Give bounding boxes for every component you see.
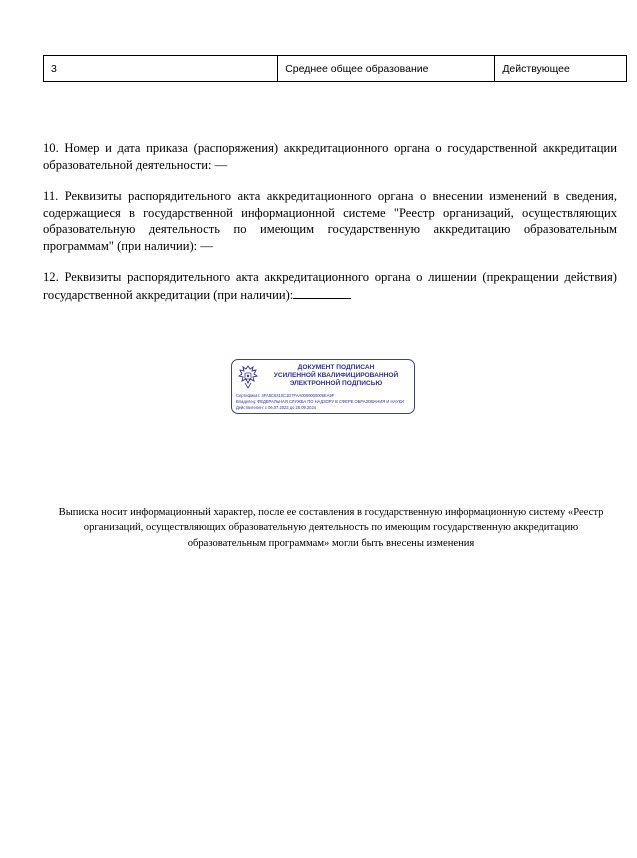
stamp-title-line: ДОКУМЕНТ ПОДПИСАН — [297, 364, 375, 371]
e-signature-stamp — [231, 359, 415, 414]
status-cell: Действующее — [495, 56, 627, 82]
stamp-validity: Действителен: с 06.07.2023 до 28.09.2024 — [236, 405, 316, 410]
item-10-paragraph: 10. Номер и дата приказа (распоряжения) аккредитационного органа о государственной аккредитации образовательной деятельности: — — [43, 141, 617, 172]
row-number-cell: 3 — [44, 56, 278, 82]
stamp-title-line: УСИЛЕННОЙ КВАЛИФИЦИРОВАННОЙ — [273, 372, 399, 379]
disclaimer-note: Выписка носит информационный характер, после ее составления в государственную информационную систему «Реестр организаций, осуществляющих образовательную деятельность по имеющим государственную аккредитацию образовательным программам» могли быть внесены изменения — [58, 507, 604, 549]
program-cell: Среднее общее образование — [278, 56, 495, 82]
table-row — [44, 56, 627, 82]
stamp-owner: Владелец: ФЕДЕРАЛЬНАЯ СЛУЖБА ПО НАДЗОРУ В СФЕРЕ ОБРАЗОВАНИЯ И НАУКИ — [236, 399, 404, 404]
item-12-text: 12. Реквизиты распорядительного акта аккредитационного органа о лишении (прекращении действия) государственной аккредитации (при наличии): — [43, 270, 617, 302]
stamp-title-line: ЭЛЕКТРОННОЙ ПОДПИСЬЮ — [289, 380, 383, 387]
item-12-paragraph — [43, 269, 617, 303]
item-11-paragraph: 11. Реквизиты распорядительного акта аккредитационного органа о внесении изменений в сведения, содержащиеся в государственной информационной системе "Реестр организаций, осуществляющих образовательную деятельность по имеющим государственную аккредитацию образовательным программам" (при наличии): — — [43, 189, 617, 253]
stamp-title — [262, 364, 410, 388]
coat-of-arms-icon — [237, 364, 259, 390]
stamp-certificate: Сертификат: 4FA5C6310C1D7FAA0000000006EA9F — [236, 393, 335, 398]
programs-table — [43, 55, 627, 82]
stamp-details — [236, 393, 412, 411]
blank-line — [293, 286, 351, 299]
